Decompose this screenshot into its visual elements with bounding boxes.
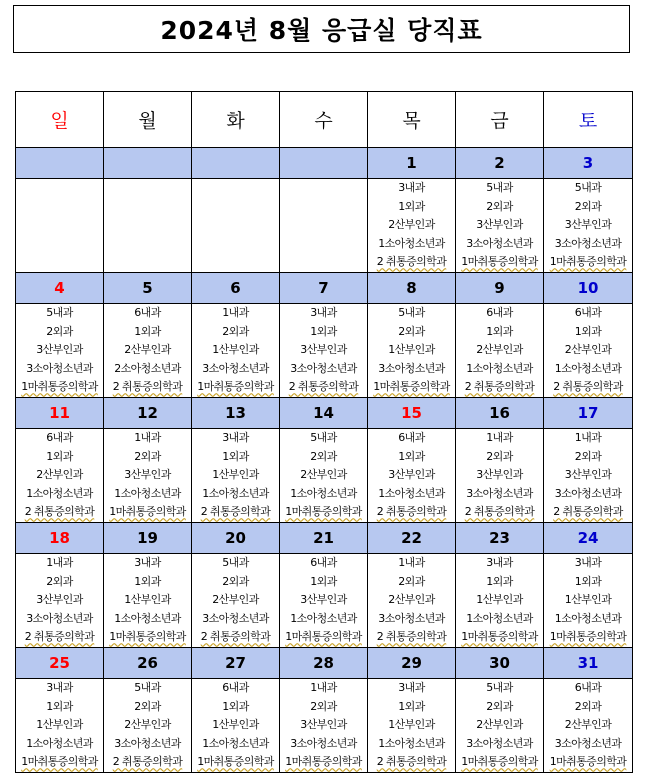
duty-line: 1마취통증의학과 [21,380,98,394]
duty-line: 2 취통증의학과 [376,630,447,644]
duty-line: 1마취통증의학과 [285,755,362,769]
duty-line: 6내과 [398,431,425,444]
duty-line: 1소아청소년과 [26,486,93,500]
duty-cell [456,429,544,523]
duty-line: 2산부인과 [300,468,347,482]
date-number: 30 [489,654,510,672]
date-number: 11 [49,404,70,422]
date-cell [544,273,633,304]
duty-line: 2 취통증의학과 [376,755,447,769]
duty-cell [192,429,280,523]
duty-line: 3산부인과 [300,343,347,357]
duty-calendar [15,91,633,773]
date-cell [280,648,368,679]
duty-line: 1외과 [486,324,513,338]
duty-line: 1마취통증의학과 [461,630,538,644]
duty-cell [104,304,192,398]
duty-cell [280,304,368,398]
date-cell [192,648,280,679]
duty-line: 1소아청소년과 [554,361,622,375]
duty-cell [192,554,280,648]
duty-cell [192,179,280,273]
date-cell [280,273,368,304]
duty-line: 1소아청소년과 [554,611,622,625]
date-cell [280,523,368,554]
duty-line: 2 취통증의학과 [376,255,447,269]
duty-line: 2외과 [574,449,602,463]
duty-cell [16,179,104,273]
duty-line: 2 취통증의학과 [464,380,535,394]
duty-line: 3소아청소년과 [554,236,622,250]
week-date-row [16,398,633,429]
duty-line: 3소아청소년과 [26,361,93,375]
date-cell [104,148,192,179]
duty-line: 1마취통증의학과 [109,630,186,644]
duty-line: 5내과 [486,681,513,694]
duty-line: 6내과 [486,306,513,319]
duty-line: 2산부인과 [212,593,259,607]
week-duty-row [16,429,633,523]
week-date-row [16,523,633,554]
weekday-label: 화 [226,110,245,132]
duty-line: 5내과 [486,181,513,194]
date-cell [456,398,544,429]
duty-line: 1마취통증의학과 [549,630,627,644]
duty-line: 1마취통증의학과 [197,755,274,769]
duty-cell [280,679,368,773]
duty-line: 1산부인과 [564,593,612,607]
date-number: 21 [313,529,334,547]
duty-line: 6내과 [574,306,602,319]
week-duty-row [16,679,633,773]
duty-cell [280,554,368,648]
duty-line: 3소아청소년과 [378,361,445,375]
duty-line: 1소아청소년과 [202,736,269,750]
week-duty-row [16,304,633,398]
duty-line: 3산부인과 [476,218,523,232]
week-duty-row [16,554,633,648]
date-number: 25 [49,654,70,672]
duty-cell [192,679,280,773]
duty-cell [368,179,456,273]
duty-line: 1산부인과 [212,468,259,482]
duty-cell [104,679,192,773]
duty-line: 3소아청소년과 [554,486,622,500]
date-cell [104,648,192,679]
date-cell [280,398,368,429]
duty-line: 1소아청소년과 [378,486,445,500]
duty-line: 1소아청소년과 [378,236,445,250]
date-cell [456,148,544,179]
duty-line: 2 취통증의학과 [200,630,271,644]
duty-line: 3산부인과 [564,218,612,232]
duty-line: 1내과 [46,556,73,569]
duty-line: 3산부인과 [300,593,347,607]
duty-line: 1소아청소년과 [202,486,269,500]
duty-cell [16,679,104,773]
duty-line: 1내과 [310,681,337,694]
duty-line: 1외과 [134,574,161,588]
date-number: 2 [494,154,505,172]
date-cell [16,148,104,179]
duty-cell [280,429,368,523]
duty-line: 3산부인과 [476,468,523,482]
duty-line: 2산부인과 [476,718,523,732]
duty-line: 2외과 [486,199,513,213]
duty-line: 2 취통증의학과 [553,505,623,519]
date-cell [16,523,104,554]
duty-line: 2산부인과 [388,218,435,232]
duty-cell [104,554,192,648]
weekday-thu [368,92,456,148]
duty-cell [104,429,192,523]
duty-cell [280,179,368,273]
duty-line: 2산부인과 [564,718,612,732]
duty-line: 2 취통증의학과 [288,380,359,394]
duty-line: 1산부인과 [388,718,435,732]
duty-line: 2 취통증의학과 [112,755,183,769]
date-cell [456,648,544,679]
duty-line: 5내과 [134,681,161,694]
duty-line: 1외과 [398,449,425,463]
date-number: 12 [137,404,158,422]
duty-line: 3소아청소년과 [554,736,622,750]
duty-line: 3내과 [310,306,337,319]
duty-line: 3내과 [222,431,249,444]
duty-line: 1마취통증의학과 [549,255,627,269]
duty-line: 1내과 [486,431,513,444]
duty-cell [368,429,456,523]
duty-line: 2외과 [134,449,161,463]
duty-line: 3산부인과 [388,468,435,482]
date-number: 9 [494,279,505,297]
date-number: 16 [489,404,510,422]
duty-line: 2 취통증의학과 [200,505,271,519]
duty-line: 1내과 [574,431,602,444]
weekday-header-row [16,92,633,148]
date-cell [192,148,280,179]
duty-line: 1내과 [134,431,161,444]
duty-line: 5내과 [574,181,602,194]
duty-line: 3산부인과 [36,593,83,607]
duty-line: 1소아청소년과 [114,611,181,625]
duty-cell [456,179,544,273]
duty-cell [16,429,104,523]
duty-line: 1내과 [398,556,425,569]
duty-cell [456,679,544,773]
duty-line: 2외과 [574,199,602,213]
duty-line: 6내과 [134,306,161,319]
duty-line: 3소아청소년과 [466,486,533,500]
duty-line: 2 취통증의학과 [24,630,95,644]
date-number: 17 [577,404,599,422]
duty-line: 2외과 [222,324,249,338]
duty-line: 3소아청소년과 [26,611,93,625]
duty-line: 1마취통증의학과 [461,755,538,769]
duty-line: 3소아청소년과 [378,611,445,625]
week-duty-row [16,179,633,273]
date-cell [104,523,192,554]
duty-line: 1마취통증의학과 [549,755,627,769]
date-cell [104,398,192,429]
date-number: 6 [230,279,241,297]
duty-cell [368,304,456,398]
duty-line: 3소아청소년과 [202,611,269,625]
duty-line: 5내과 [222,556,249,569]
duty-line: 1마취통증의학과 [21,755,98,769]
duty-line: 6내과 [46,431,73,444]
duty-line: 2소아청소년과 [114,361,181,375]
duty-line: 1외과 [134,324,161,338]
duty-line: 1외과 [486,574,513,588]
duty-line: 1외과 [46,449,73,463]
duty-line: 5내과 [46,306,73,319]
duty-line: 2 취통증의학과 [376,505,447,519]
date-cell [280,148,368,179]
duty-line: 2외과 [46,324,73,338]
duty-cell [544,179,633,273]
date-cell [368,148,456,179]
week-date-row [16,148,633,179]
duty-cell [544,429,633,523]
duty-line: 2산부인과 [124,343,171,357]
date-number: 29 [401,654,422,672]
duty-line: 3소아청소년과 [466,736,533,750]
date-number: 8 [406,279,417,297]
date-number: 24 [577,529,599,547]
duty-cell [456,554,544,648]
duty-line: 2 취통증의학과 [464,505,535,519]
weekday-sun [16,92,104,148]
duty-line: 5내과 [310,431,337,444]
duty-line: 2산부인과 [564,343,612,357]
duty-line: 2외과 [398,574,425,588]
date-number: 5 [142,279,153,297]
duty-line: 1외과 [574,324,602,338]
duty-line: 3산부인과 [564,468,612,482]
duty-line: 1산부인과 [212,343,259,357]
date-cell [368,398,456,429]
date-cell [16,398,104,429]
duty-line: 1산부인과 [476,593,523,607]
date-number: 18 [49,529,70,547]
page-title: 2024년 8월 응급실 당직표 [160,16,483,45]
weekday-mon [104,92,192,148]
duty-line: 3내과 [398,681,425,694]
duty-line: 3산부인과 [124,468,171,482]
duty-line: 1산부인과 [388,343,435,357]
date-cell [192,523,280,554]
date-number: 26 [137,654,158,672]
date-cell [544,148,633,179]
duty-line: 1산부인과 [124,593,171,607]
duty-line: 2외과 [134,699,161,713]
duty-line: 2외과 [310,449,337,463]
weekday-sat [544,92,633,148]
duty-line: 1소아청소년과 [114,486,181,500]
duty-line: 1소아청소년과 [466,611,533,625]
date-cell [544,398,633,429]
duty-cell [16,304,104,398]
week-date-row [16,648,633,679]
duty-line: 2 취통증의학과 [24,505,95,519]
date-number: 10 [577,279,599,297]
duty-line: 1외과 [310,574,337,588]
duty-cell [104,179,192,273]
date-number: 14 [313,404,334,422]
weekday-wed [280,92,368,148]
duty-line: 1마취통증의학과 [197,380,274,394]
date-number: 31 [577,654,599,672]
duty-line: 3소아청소년과 [202,361,269,375]
date-cell [544,648,633,679]
duty-line: 2외과 [310,699,337,713]
date-cell [456,523,544,554]
weekday-label: 목 [402,110,421,132]
week-date-row [16,273,633,304]
duty-line: 1내과 [222,306,249,319]
duty-line: 1소아청소년과 [466,361,533,375]
duty-line: 3내과 [134,556,161,569]
duty-line: 2외과 [398,324,425,338]
duty-line: 3산부인과 [36,343,83,357]
duty-line: 1소아청소년과 [26,736,93,750]
date-cell [368,273,456,304]
duty-line: 1외과 [222,699,249,713]
date-number: 4 [54,279,65,297]
duty-cell [368,679,456,773]
duty-line: 6내과 [222,681,249,694]
date-cell [544,523,633,554]
duty-line: 6내과 [574,681,602,694]
duty-line: 3소아청소년과 [466,236,533,250]
duty-line: 2산부인과 [476,343,523,357]
date-number: 3 [582,154,594,172]
duty-line: 1소아청소년과 [290,486,357,500]
duty-cell [368,554,456,648]
date-number: 28 [313,654,334,672]
duty-cell [456,304,544,398]
duty-line: 1마취통증의학과 [285,630,362,644]
weekday-label: 금 [490,110,509,132]
duty-cell [16,554,104,648]
duty-line: 2산부인과 [36,468,83,482]
date-cell [368,648,456,679]
weekday-label: 일 [50,110,69,132]
duty-line: 1산부인과 [212,718,259,732]
duty-line: 3소아청소년과 [290,736,357,750]
duty-line: 3소아청소년과 [114,736,181,750]
duty-line: 2 취통증의학과 [112,380,183,394]
duty-line: 3소아청소년과 [290,361,357,375]
duty-line: 1마취통증의학과 [373,380,450,394]
date-cell [456,273,544,304]
date-number: 20 [225,529,246,547]
duty-line: 2 취통증의학과 [553,380,623,394]
date-number: 7 [318,279,329,297]
duty-line: 1산부인과 [36,718,83,732]
date-cell [368,523,456,554]
duty-cell [544,679,633,773]
date-number: 23 [489,529,510,547]
weekday-label: 월 [138,110,157,132]
duty-line: 2산부인과 [124,718,171,732]
duty-line: 3산부인과 [300,718,347,732]
weekday-label: 토 [578,110,598,132]
duty-line: 3내과 [46,681,73,694]
duty-line: 2외과 [222,574,249,588]
duty-line: 1외과 [398,699,425,713]
duty-line: 1마취통증의학과 [109,505,186,519]
date-cell [192,273,280,304]
duty-line: 1외과 [398,199,425,213]
duty-cell [192,304,280,398]
duty-line: 1소아청소년과 [378,736,445,750]
date-cell [16,648,104,679]
duty-line: 2산부인과 [388,593,435,607]
duty-line: 1마취통증의학과 [461,255,538,269]
date-number: 22 [401,529,422,547]
weekday-fri [456,92,544,148]
duty-line: 2외과 [46,574,73,588]
duty-line: 1외과 [46,699,73,713]
duty-line: 3내과 [398,181,425,194]
duty-line: 2외과 [574,699,602,713]
title-box [13,5,630,53]
date-number: 15 [401,404,422,422]
weekday-label: 수 [314,110,333,132]
duty-cell [544,304,633,398]
duty-line: 3내과 [486,556,513,569]
duty-line: 1외과 [574,574,602,588]
date-number: 27 [225,654,246,672]
duty-line: 1외과 [222,449,249,463]
duty-line: 1외과 [310,324,337,338]
duty-line: 5내과 [398,306,425,319]
date-cell [104,273,192,304]
date-number: 13 [225,404,246,422]
date-cell [16,273,104,304]
duty-line: 3내과 [574,556,602,569]
duty-line: 6내과 [310,556,337,569]
duty-line: 1소아청소년과 [290,611,357,625]
date-cell [192,398,280,429]
weekday-tue [192,92,280,148]
date-number: 19 [137,529,158,547]
duty-line: 2외과 [486,699,513,713]
duty-cell [544,554,633,648]
duty-line: 2외과 [486,449,513,463]
date-number: 1 [406,154,417,172]
duty-line: 1마취통증의학과 [285,505,362,519]
